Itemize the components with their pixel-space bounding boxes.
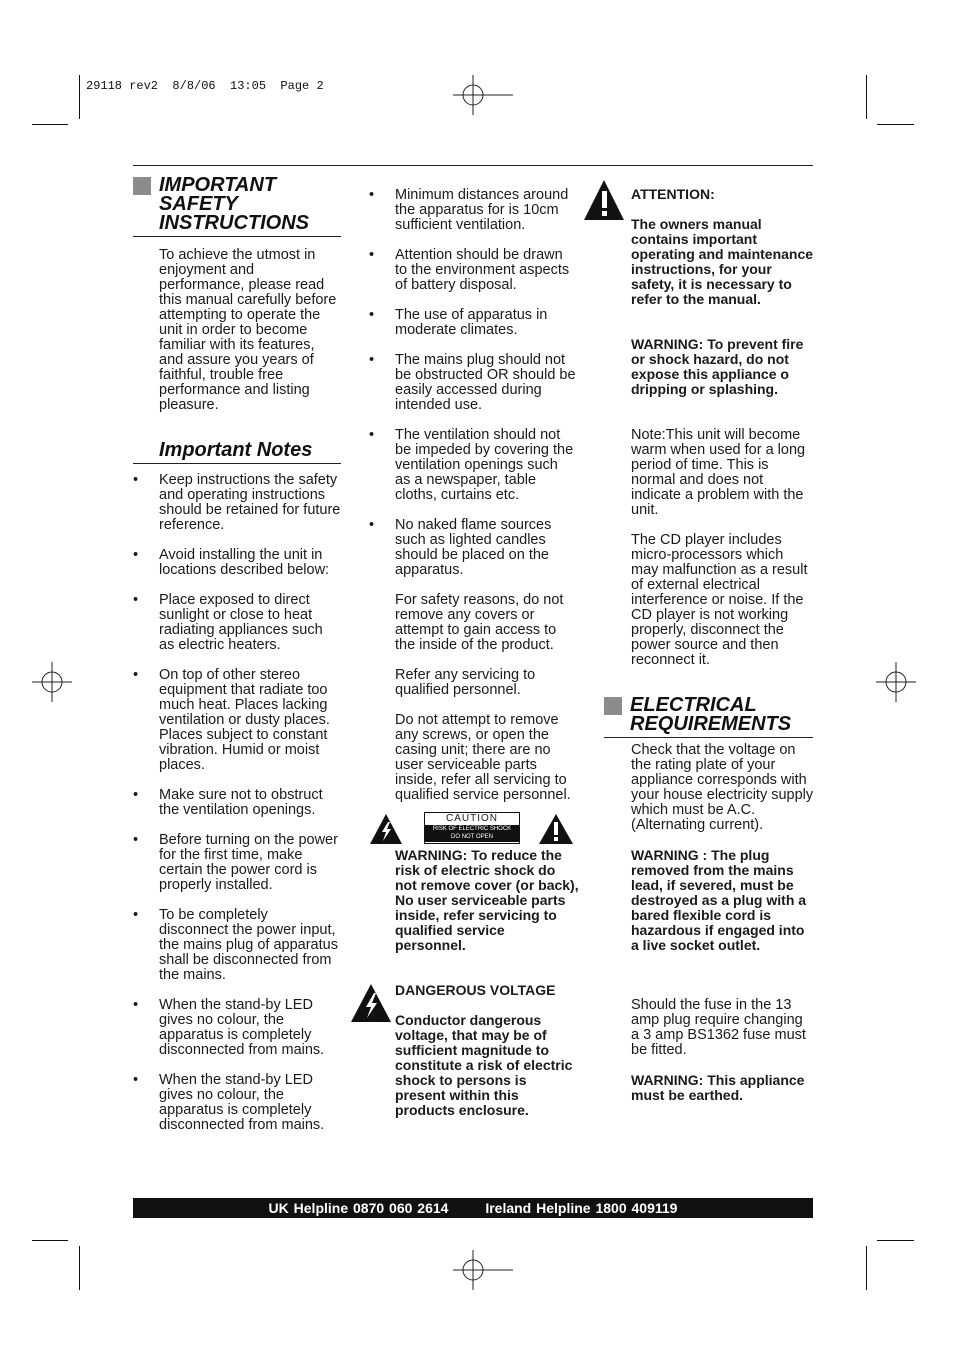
caution-label-sub1: RISK OF ELECTRIC SHOCK [432,826,512,832]
ireland-helpline: Ireland Helpline 1800 409119 [485,1200,678,1216]
caution-label-subtext [425,825,519,842]
list-item: • On top of other stereo equipment that radiate too much heat. Places lacking ventilation or dusty places. Places subject to constant vibration. Humid or moist places. [133,668,341,773]
crop-mark [866,75,867,119]
cd-note: The CD player includes micro-processors which may malfunction as a result of external electrical interference or noise. If the CD player is not working properly, disconnect the power source and then reconnect it. [631,532,808,668]
safety-heading-line: INSTRUCTIONS [159,212,309,234]
dangerous-voltage-text: Conductor dangerous voltage, that may be of sufficient magnitude to constitute a risk of electric shock to persons is present within this products enclosure. [395,1012,573,1118]
uk-helpline: UK Helpline 0870 060 2614 [268,1200,449,1216]
caution-label-sub2: DO NOT OPEN [451,834,493,840]
crop-mark [866,1246,867,1290]
crop-mark [32,124,68,125]
list-item: • The use of apparatus in moderate climates. [369,308,577,338]
important-notes-title: Important Notes [159,439,313,461]
lightning-warning-icon [350,983,392,1023]
registration-mark-icon [453,1250,513,1290]
crop-mark [877,1240,914,1241]
crop-mark [877,124,914,125]
list-item: • When the stand-by LED gives no colour, the apparatus is completely disconnected from mains. [133,998,341,1058]
crop-mark [79,1246,80,1290]
intro-paragraph: To achieve the utmost in enjoyment and performance, please read this manual carefully before attempting to operate the unit in order to become familiar with its features, and assure you years of faithful, trouble free performance and listing pleasure. [159,247,337,413]
exclamation-warning-icon [538,813,574,845]
electrical-heading [604,696,813,738]
earth-warning: WARNING: This appliance must be earthed. [631,1072,805,1103]
middle-bullet-list [369,188,577,593]
servicing-paragraph: Refer any servicing to qualified personnel. [395,667,536,698]
safety-heading-line: SAFETY [159,193,238,215]
safety-heading [133,176,341,237]
print-slug: 29118 rev2 8/8/06 13:05 Page 2 [86,79,324,93]
voltage-check: Check that the voltage on the rating plate of your appliance corresponds with your house electricity supply which must be A.C. (Alternating current). [631,742,814,833]
electrical-heading-line: REQUIREMENTS [630,713,792,735]
fire-warning: WARNING: To prevent fire or shock hazard, do not expose this appliance o dripping or splashing. [631,336,804,397]
notes-list [133,473,341,1148]
shock-warning: WARNING: To reduce the risk of electric shock do not remove cover (or back), No user serviceable parts inside, refer servicing to qualified service personnel. [395,847,579,953]
important-notes-heading [133,441,341,464]
list-item: • Place exposed to direct sunlight or close to heat radiating appliances such as electric heaters. [133,593,341,653]
dangerous-voltage-title: DANGEROUS VOLTAGE [395,982,556,998]
top-rule [133,165,813,166]
crop-mark [79,75,80,119]
crop-mark [32,1240,68,1241]
attention-text: The owners manual contains important operating and maintenance instructions, for your safety, it is necessary to refer to the manual. [631,216,814,307]
list-item: • Attention should be drawn to the environment aspects of battery disposal. [369,248,577,293]
registration-mark-icon [876,662,916,702]
list-item: • To be completely disconnect the power input, the mains plug of apparatus shall be disconnected from the mains. [133,908,341,983]
list-item: • Avoid installing the unit in locations described below: [133,548,341,578]
safety-heading-line: IMPORTANT [159,174,277,196]
safety-paragraph: For safety reasons, do not remove any covers or attempt to gain access to the inside of the product. [395,592,564,653]
fuse-note: Should the fuse in the 13 amp plug require changing a 3 amp BS1362 fuse must be fitted. [631,997,806,1058]
list-item: • Minimum distances around the apparatus for is 10cm sufficient ventilation. [369,188,577,233]
list-item: • Keep instructions the safety and operating instructions should be retained for future reference. [133,473,341,533]
warm-note: Note:This unit will become warm when used for a long period of time. This is normal and does not indicate a problem with the unit. [631,427,806,518]
caution-label-title: CAUTION [446,813,498,824]
caution-label [424,812,520,844]
lightning-warning-icon [369,813,403,845]
list-item: • The mains plug should not be obstructed OR should be easily accessed during intended use. [369,353,577,413]
list-item: • Make sure not to obstruct the ventilation openings. [133,788,341,818]
heading-square-icon [604,697,622,715]
screws-paragraph: Do not attempt to remove any screws, or open the casing unit; there are no user serviceable parts inside, refer all servicing to qualified service personnel. [395,712,571,803]
list-item: • The ventilation should not be impeded by covering the ventilation openings such as a newspaper, table cloths, curtains etc. [369,428,577,503]
registration-mark-icon [32,662,72,702]
list-item: • When the stand-by LED gives no colour, the apparatus is completely disconnected from mains. [133,1073,341,1133]
list-item: • No naked flame sources such as lighted candles should be placed on the apparatus. [369,518,577,578]
helpline-footer [133,1198,813,1218]
attention-title: ATTENTION: [631,186,715,202]
list-item: • Before turning on the power for the first time, make certain the power cord is properly installed. [133,833,341,893]
heading-square-icon [133,177,151,195]
registration-mark-icon [453,75,513,115]
plug-warning: WARNING : The plug removed from the mains lead, if severed, must be destroyed as a plug with a bared flexible cord is hazardous if engaged into a live socket outlet. [631,847,807,953]
exclamation-warning-icon [583,179,625,221]
electrical-heading-line: ELECTRICAL [630,694,757,716]
